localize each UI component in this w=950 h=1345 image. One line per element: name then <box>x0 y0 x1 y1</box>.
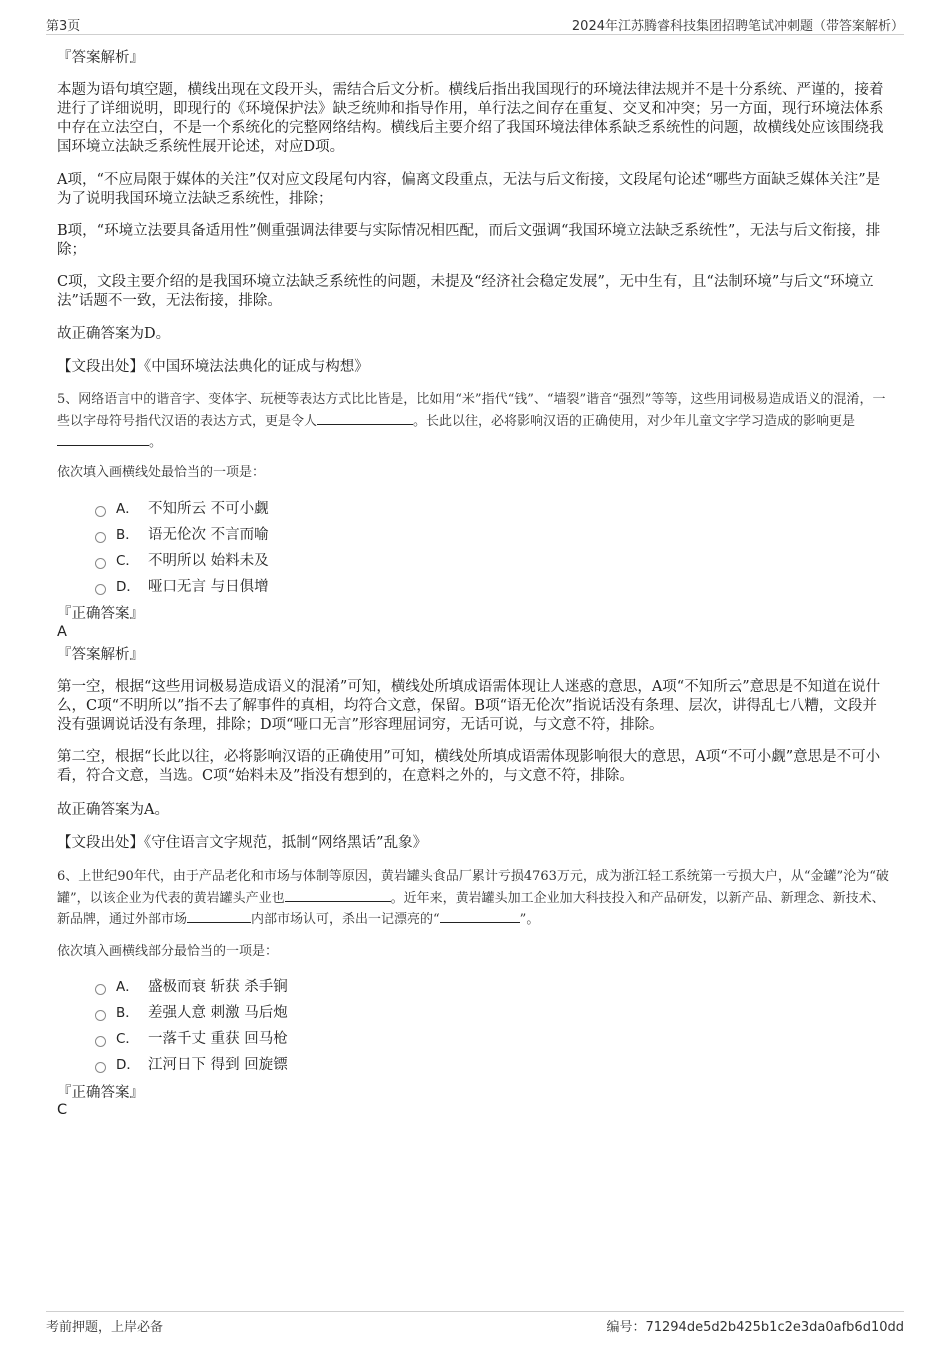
stem-text: 5、网络语言中的谐音字、变体字、玩梗等表达方式比比皆是，比如用“米”指代“钱”、“墙裂”谐音“强烈”等等，这些用词极易造成语义的混淆，一些以字母符号指代汉语的表达方式，更是令人 <box>57 392 886 429</box>
option-a[interactable] <box>95 499 269 519</box>
question-stem <box>57 389 889 454</box>
option-text: 差强人意 刺激 马后炮 <box>148 1005 288 1021</box>
fill-blank <box>285 888 391 902</box>
option-letter: D． <box>116 579 140 595</box>
question-stem <box>57 866 889 931</box>
radio-icon[interactable] <box>95 1036 106 1047</box>
fill-blank <box>440 909 520 923</box>
option-text: 一落千丈 重获 回马枪 <box>148 1031 288 1047</box>
option-letter: B． <box>116 527 139 543</box>
option-letter: C． <box>116 553 139 569</box>
analysis-label: 『答案解析』 <box>57 50 144 66</box>
radio-icon[interactable] <box>95 1062 106 1073</box>
correct-answer-label: 『正确答案』 <box>57 1085 144 1101</box>
option-d[interactable] <box>95 1055 288 1075</box>
option-letter: D． <box>116 1057 140 1073</box>
option-d[interactable] <box>95 577 269 597</box>
fill-blank <box>317 411 413 425</box>
analysis-paragraph: B项，“环境立法要具备适用性”侧重强调法律要与实际情况相匹配，而后文强调“我国环境立法缺乏系统性”，无法与后文衔接，排除； <box>57 223 881 258</box>
page-number: 第3页 <box>46 19 81 34</box>
option-letter: A． <box>116 979 139 995</box>
fill-blank <box>57 432 149 446</box>
stem-text: 内部市场认可，杀出一记漂亮的“ <box>251 912 440 927</box>
stem-text: 6、上世纪90年代，由于产品老化和市场与体制等原因，黄岩罐头食品厂累计亏损4763万元，成为浙江轻工系统第一亏损大户，从“金罐”沦为“破罐”，以该企业为代表的黄岩罐头产业也 <box>57 869 889 906</box>
source-citation: 【文段出处】《中国环境法法典化的证成与构想》 <box>57 359 369 375</box>
fill-blank <box>187 909 251 923</box>
option-text: 不知所云 不可小觑 <box>148 501 269 517</box>
radio-icon[interactable] <box>95 584 106 595</box>
answer-conclusion: 故正确答案为A。 <box>57 802 169 818</box>
radio-icon[interactable] <box>95 984 106 995</box>
correct-answer-label: 『正确答案』 <box>57 606 144 622</box>
radio-icon[interactable] <box>95 558 106 569</box>
stem-text: 。 <box>149 435 163 450</box>
option-text: 语无伦次 不言而喻 <box>148 527 269 543</box>
radio-icon[interactable] <box>95 1010 106 1021</box>
analysis-paragraph: C项，文段主要介绍的是我国环境立法缺乏系统性的问题，未提及“经济社会稳定发展”，无中生有，且“法制环境”与后文“环境立法”话题不一致，无法衔接，排除。 <box>57 274 874 309</box>
option-text: 江河日下 得到 回旋镖 <box>148 1057 288 1073</box>
document-id: 编号：71294de5d2b425b1c2e3da0afb6d10dd <box>606 1320 904 1335</box>
analysis-paragraph: 本题为语句填空题，横线出现在文段开头，需结合后文分析。横线后指出我国现行的环境法律法规并不是十分系统、严谨的，接着进行了详细说明，即现行的《环境保护法》缺乏统帅和指导作用，单行法之间存在重复、交叉和冲突；另一方面，现行环境法体系中存在立法空白，不是一个系统化的完整网络结构。横线后主要介绍了我国环境法律体系缺乏系统性的问题，故横线处应该围绕我国环境立法缺乏系统性展开论述，对应D项。 <box>57 82 884 155</box>
analysis-paragraph: A项，“不应局限于媒体的关注”仅对应文段尾句内容，偏离文段重点，无法与后文衔接，文段尾句论述“哪些方面缺乏媒体关注”是为了说明我国环境立法缺乏系统性，排除； <box>57 172 881 207</box>
stem-text: 。近年来，黄岩罐头加工企业加大科技投入和产品研发，以新产品、新理念、新技术、新品牌，通过外部市场 <box>57 890 885 927</box>
analysis-label: 『答案解析』 <box>57 647 144 663</box>
option-c[interactable] <box>95 1029 288 1049</box>
option-letter: C． <box>116 1031 139 1047</box>
radio-icon[interactable] <box>95 506 106 517</box>
option-c[interactable] <box>95 551 269 571</box>
source-citation: 【文段出处】《守住语言文字规范，抵制“网络黑话”乱象》 <box>57 835 428 851</box>
document-title: 2024年江苏腾睿科技集团招聘笔试冲刺题（带答案解析） <box>571 19 904 34</box>
stem-text: ”。 <box>519 912 540 927</box>
analysis-paragraph: 第一空，根据“这些用词极易造成语义的混淆”可知，横线处所填成语需体现让人迷惑的意思，A项“不知所云”意思是不知道在说什么，C项“不明所以”指不去了解事件的真相，均符合文意，保留。B项“语无伦次”指说话没有条理、层次，讲得乱七八糟，文段并没有强调说话没有条理，排除；D项“哑口无言”形容理屈词穷，无话可说，与文意不符，排除。 <box>57 679 881 733</box>
footer-slogan: 考前押题，上岸必备 <box>46 1320 164 1335</box>
option-text: 盛极而衰 斩获 杀手锏 <box>148 979 288 995</box>
option-letter: A． <box>116 501 139 517</box>
answer-conclusion: 故正确答案为D。 <box>57 326 171 342</box>
page-footer <box>46 1311 904 1336</box>
question-prompt: 依次填入画横线部分最恰当的一项是： <box>57 944 279 959</box>
option-a[interactable] <box>95 977 288 997</box>
option-b[interactable] <box>95 525 269 545</box>
option-text: 不明所以 始料未及 <box>148 553 269 569</box>
option-letter: B． <box>116 1005 139 1021</box>
radio-icon[interactable] <box>95 532 106 543</box>
option-b[interactable] <box>95 1003 288 1023</box>
analysis-paragraph: 第二空，根据“长此以往，必将影响汉语的正确使用”可知，横线处所填成语需体现影响很大的意思，A项“不可小觑”意思是不可小看，符合文意，当选。C项“始料未及”指没有想到的，在意料之外的，与文意不符，排除。 <box>57 749 881 784</box>
correct-answer: A <box>57 624 67 640</box>
question-prompt: 依次填入画横线处最恰当的一项是： <box>57 465 266 480</box>
option-text: 哑口无言 与日俱增 <box>148 579 269 595</box>
page-header <box>46 14 904 35</box>
correct-answer: C <box>57 1102 68 1118</box>
stem-text: 。长此以往，必将影响汉语的正确使用，对少年儿童文字学习造成的影响更是 <box>413 413 856 429</box>
